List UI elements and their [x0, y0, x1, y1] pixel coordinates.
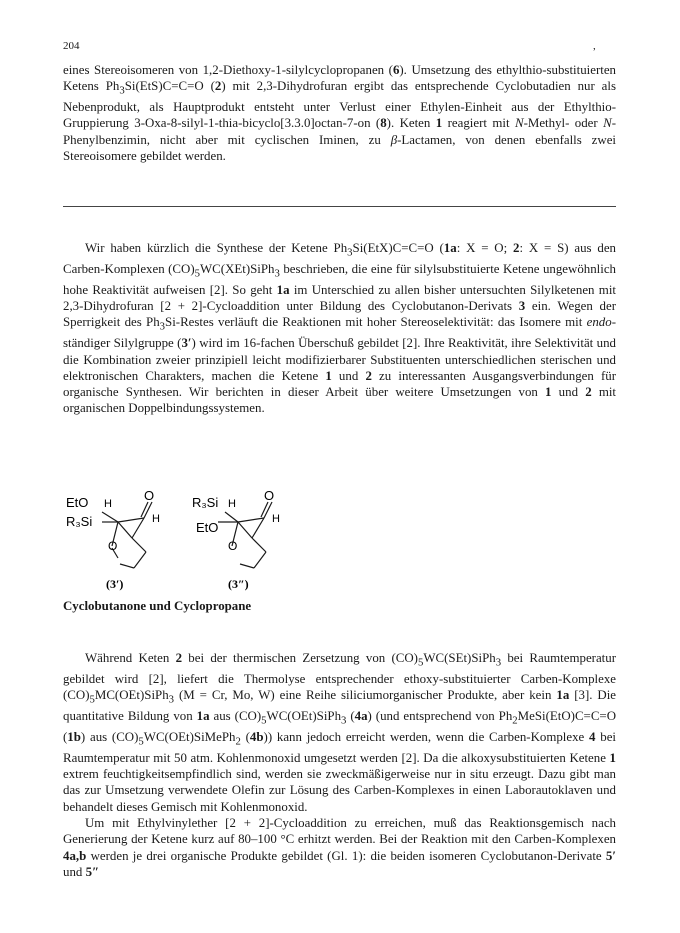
section-paragraph-1: Während Keten 2 bei der thermischen Zersetzung von $(CO)_5WC(SEt)SiPh_3$ bei Raumtemperatur gebildet wird [2], liefert die Thermolyse entsprechender ethoxy-substituierter Carben-Komplexe $(CO)_5MC(OEt)SiPh_3$ (M = Cr, Mo, W) eine Reihe siliciumorganischer Produkte, aber kein 1a [3]. Die quantitative Bildung von 1a aus $(CO)_5WC(OEt)SiPh_3$ (4a) (und entsprechend von $Ph_2MeSi(EtO)C=C=O$ (1b) aus $(CO)_5WC(OEt)SiMePh_2$ (4b)) kann jedoch erreicht werden, wenn die Carben-Komplexe 4 bei Raumtemperatur mit 50 atm. Kohlenmonoxid umgesetzt werden [2]. Da die alkoxysubstituierten Ketene 1 extrem feuchtigkeitsempfindlich sind, werden sie zweckmäßigerweise nur in situ erzeugt. Dazu gibt man das zur Umsetzung verwendete Olefin zur Lösung des Carben-Komplexes in einen Laborautoklaven und behandelt dieses Gemisch mit Kohlenmonoxid. Um mit Ethylvinylether [2 + 2]-Cycloaddition zu erreichen, muß das Reaktionsgemisch nach Generierung der Ketene kurz auf 80–100 °C erhitzt werden. Bei der Reaktion mit den Carben-Komplexen 4a,b werden je drei organische Produkte gebildet (Gl. 1): die beiden isomeren Cyclobutanon-Derivate 5′ und 5″ — [63, 651, 617, 879]
section-divider — [63, 206, 616, 207]
s2-o-ring: O — [228, 539, 238, 553]
s2-sub-top: R₃Si — [192, 495, 219, 510]
s1-sub-top: EtO — [66, 495, 89, 510]
s2-o-keto: O — [264, 488, 275, 503]
page-number: 204 — [63, 40, 80, 52]
structure-3-double-prime — [218, 502, 272, 568]
section-heading: Cyclobutanone und Cyclopropane — [63, 599, 252, 613]
s2-h2: H — [272, 513, 280, 525]
s1-sub-bottom: R₃Si — [66, 514, 93, 529]
s2-sub-bottom: EtO — [196, 520, 219, 535]
structure-3-prime — [102, 502, 152, 568]
s1-h1: H — [104, 498, 112, 510]
intro-paragraph: Wir haben kürzlich die Synthese der Ketene $Ph_3Si(EtX)C=C=O$ (1a: X = O; 2: X = S) aus den Carben-Komplexen $(CO)_5WC(XEt)SiPh_3$ beschrieben, die eine für silylsubstituierte Ketene ungewöhnlich hohe Reaktivität aufweisen [2]. So geht 1a im Unterschied zu allen bisher untersuchten Silylketenen mit 2,3-Dihydrofuran [2 + 2]-Cycloaddition unter Bildung des Cyclobutanon-Derivats 3 ein. Wegen der Sperrigkeit des $Ph_3Si$-Restes verläuft die Reaktionen mit hoher Stereoselektivität: das Isomere mit endo-ständiger Silylgruppe (3′) wird im 16-fachen Überschuß gebildet [2]. Ihre Reaktivität, ihre Selektivität und die Kombination zweier prinzipiell leicht modifizierbarer Substituenten unterschiedlichen sterischen und elektronischen Charakters, machen die Ketene 1 und 2 zu interessanten Ausgangsverbindungen für organische Synthesen. Wir berichten in dieser Arbeit über weitere Umsetzungen von 1 und 2 mit organischen Doppelbindungssystemen. — [63, 241, 617, 416]
structure-diagram — [58, 488, 318, 593]
s1-o-keto: O — [144, 488, 155, 503]
s2-h1: H — [228, 498, 236, 510]
s1-o-ring: O — [108, 539, 118, 553]
margin-mark: , — [593, 40, 596, 52]
section-paragraph-2: Um mit Ethylvinylether [2 + 2]-Cycloaddition zu erreichen, muß das Reaktionsgemisch nach Generierung der Ketene kurz auf 80–100 °C erhitzt werden. Bei der Reaktion mit den Carben-Komplexen 4a,b werden je drei organische Produkte gebildet (Gl. 1): die beiden isomeren Cyclobutanon-Derivate 5′ und 5″ — [63, 815, 616, 879]
s1-h2: H — [152, 513, 160, 525]
s2-label: (3″) — [228, 577, 249, 591]
abstract-paragraph: eines Stereoisomeren von 1,2-Diethoxy-1-silylcyclopropanen (6). Umsetzung des ethylthio-substituierten Ketens $Ph_3Si(EtS)C=C=O$ (2) mit 2,3-Dihydrofuran ergibt das entsprechende Cyclobutadien nur als Nebenprodukt, als Hauptprodukt entsteht unter Verlust einer Ethylen-Einheit aus der Ethylthio-Gruppierung 3-Oxa-8-silyl-1-thia-bicyclo[3.3.0]octan-7-on (8). Keten 1 reagiert mit N-Methyl- oder N-Phenylbenzimin, nicht aber mit cyclischen Iminen, zu β-Lactamen, von denen ebenfalls zwei Stereoisomere gebildet werden. — [63, 63, 616, 164]
s1-label: (3′) — [106, 577, 124, 591]
